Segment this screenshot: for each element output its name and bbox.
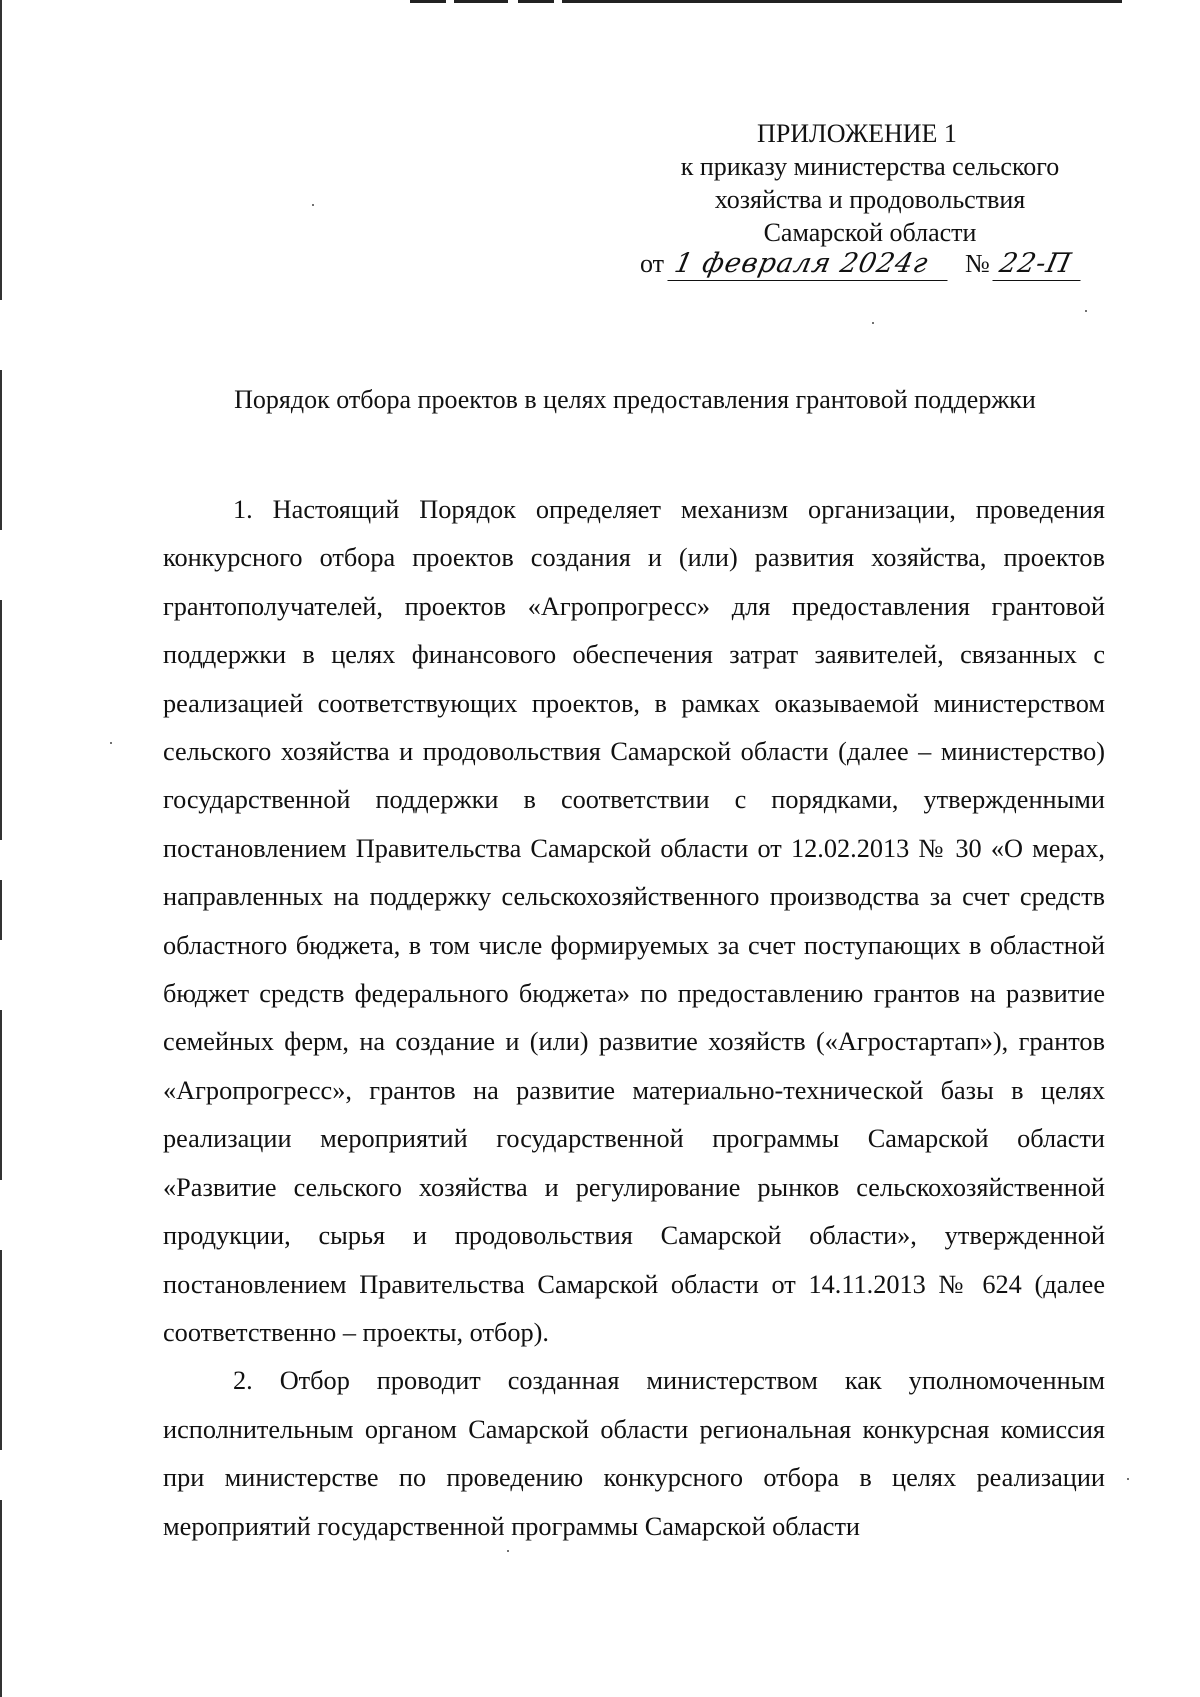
scan-left-edge [0,0,3,1697]
number-sign: № [965,249,990,278]
scan-speck [507,1550,509,1552]
scan-speck [872,322,874,324]
appendix-title: ПРИЛОЖЕНИЕ 1 [757,119,957,148]
scan-speck [312,204,314,206]
scan-speck [110,742,112,744]
handwritten-date: 1 февраля 2024г [667,247,954,281]
document-body [163,486,1105,1551]
appendix-line-1: к приказу министерства сельского [680,152,1060,181]
handwritten-number: 22-П [993,247,1088,281]
document-title: Порядок отбора проектов в целях предоставления грантовой поддержки [234,385,1036,414]
scan-speck [1127,1478,1129,1480]
appendix-line-2: хозяйства и продовольствия [714,185,1026,214]
paragraph-1: 1. Настоящий Порядок определяет механизм организации, проведения конкурсного отбора проектов создания и (или) развития хозяйства, проектов грантополучателей, проектов «Агропрогресс» для предоставления грантовой поддержки в целях финансового обеспечения затрат заявителей, связанных с реализацией соответствующих проектов, в рамках оказываемой министерством сельского хозяйства и продовольствия Самарской области (далее – министерство) государственной поддержки в соответствии с порядками, утвержденными постановлением Правительства Самарской области от 12.02.2013 № 30 «О мерах, направленных на поддержку сельскохозяйственного производства за счет средств областного бюджета, в том числе формируемых за счет поступающих в областной бюджет средств федерального бюджета» по предоставлению грантов на развитие семейных ферм, на создание и (или) развитие хозяйств («Агростартап»), грантов «Агропрогресс», грантов на развитие материально-технической базы в целях реализации мероприятий государственной программы Самарской области «Развитие сельского хозяйства и регулирование рынков сельскохозяйственной продукции, сырья и продовольствия Самарской области», утвержденной постановлением Правительства Самарской области от 14.11.2013 № 624 (далее соответственно – проекты, отбор). [163,495,1105,1347]
date-prefix: от [640,249,665,278]
appendix-header [620,117,1120,249]
appendix-line-3: Самарской области [763,218,977,247]
order-date-line [640,247,1084,281]
scan-top-marks [410,0,1110,3]
paragraph-2: 2. Отбор проводит созданная министерством как уполномоченным исполнительным органом Самарской области региональная конкурсная комиссия при министерстве по проведению конкурсного отбора в целях реализации мероприятий государственной программы Самарской области [163,1366,1105,1541]
scan-speck [1085,310,1087,312]
